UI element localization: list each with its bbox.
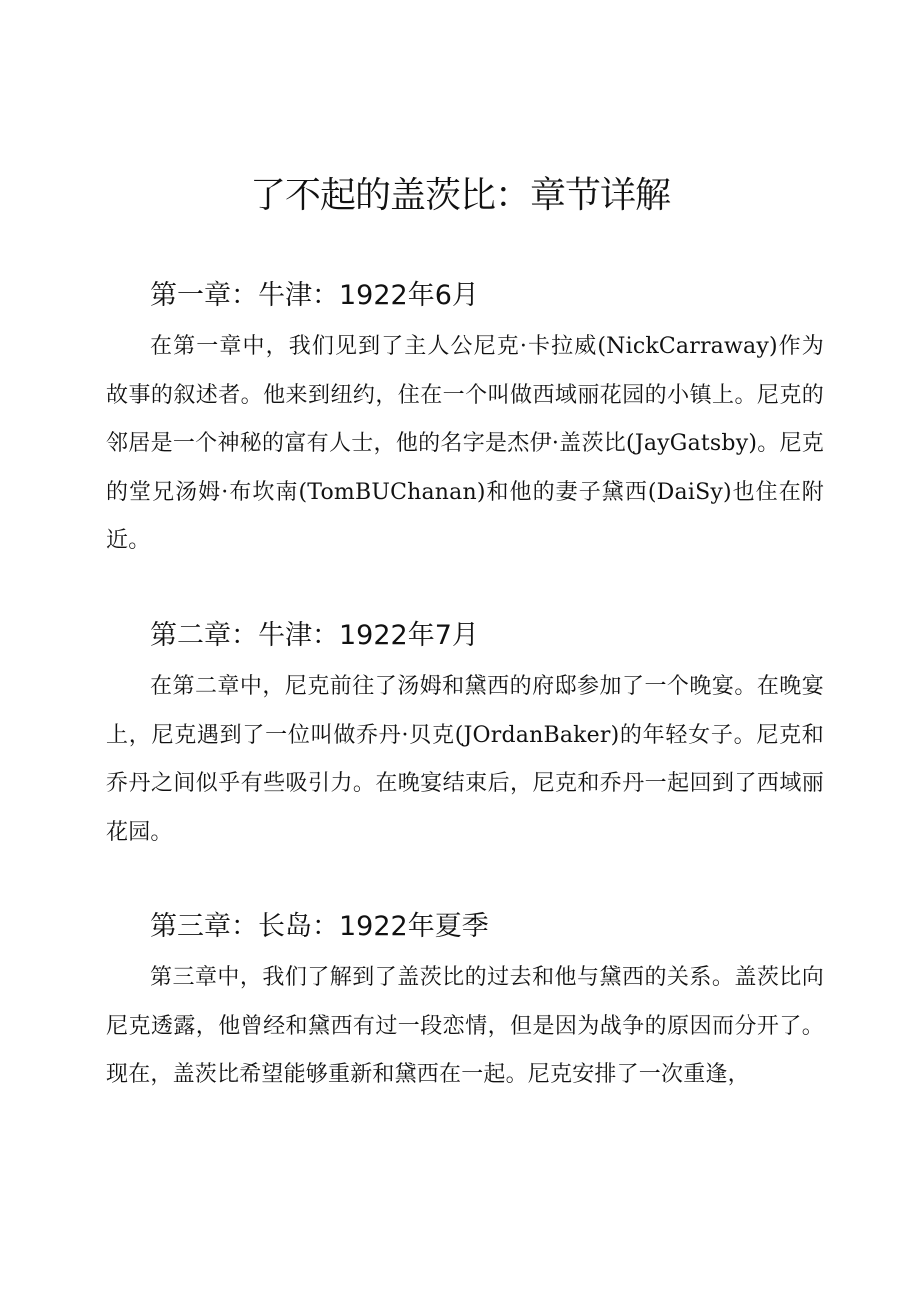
- chapter-3-heading: 第三章：长岛：1922年夏季: [150, 911, 489, 942]
- chapter-2-body: 在第二章中，尼克前往了汤姆和黛西的府邸参加了一个晚宴。在晚宴上，尼克遇到了一位叫做乔丹·贝克(JOrdanBaker)的年轻女子。尼克和乔丹之间似乎有些吸引力。在晚宴结束后，尼克和乔丹一起回到了西域丽花园。: [106, 674, 824, 845]
- chapter-1-body: 在第一章中，我们见到了主人公尼克·卡拉威(NickCarraway)作为故事的叙述者。他来到纽约，住在一个叫做西域丽花园的小镇上。尼克的邻居是一个神秘的富有人士，他的名字是杰伊·盖茨比(JayGatsby)。尼克的堂兄汤姆·布坎南(TomBUChanan)和他的妻子黛西(DaiSy)也住在附近。: [106, 334, 824, 554]
- chapter-1-heading: 第一章：牛津：1922年6月: [150, 280, 479, 311]
- document-title: 了不起的盖茨比：章节详解: [249, 175, 670, 216]
- chapter-3-body: 第三章中，我们了解到了盖茨比的过去和他与黛西的关系。盖茨比向尼克透露，他曾经和黛西有过一段恋情，但是因为战争的原因而分开了。现在，盖茨比希望能够重新和黛西在一起。尼克安排了一次重逢，: [106, 965, 824, 1088]
- chapter-2-heading: 第二章：牛津：1922年7月: [150, 620, 479, 651]
